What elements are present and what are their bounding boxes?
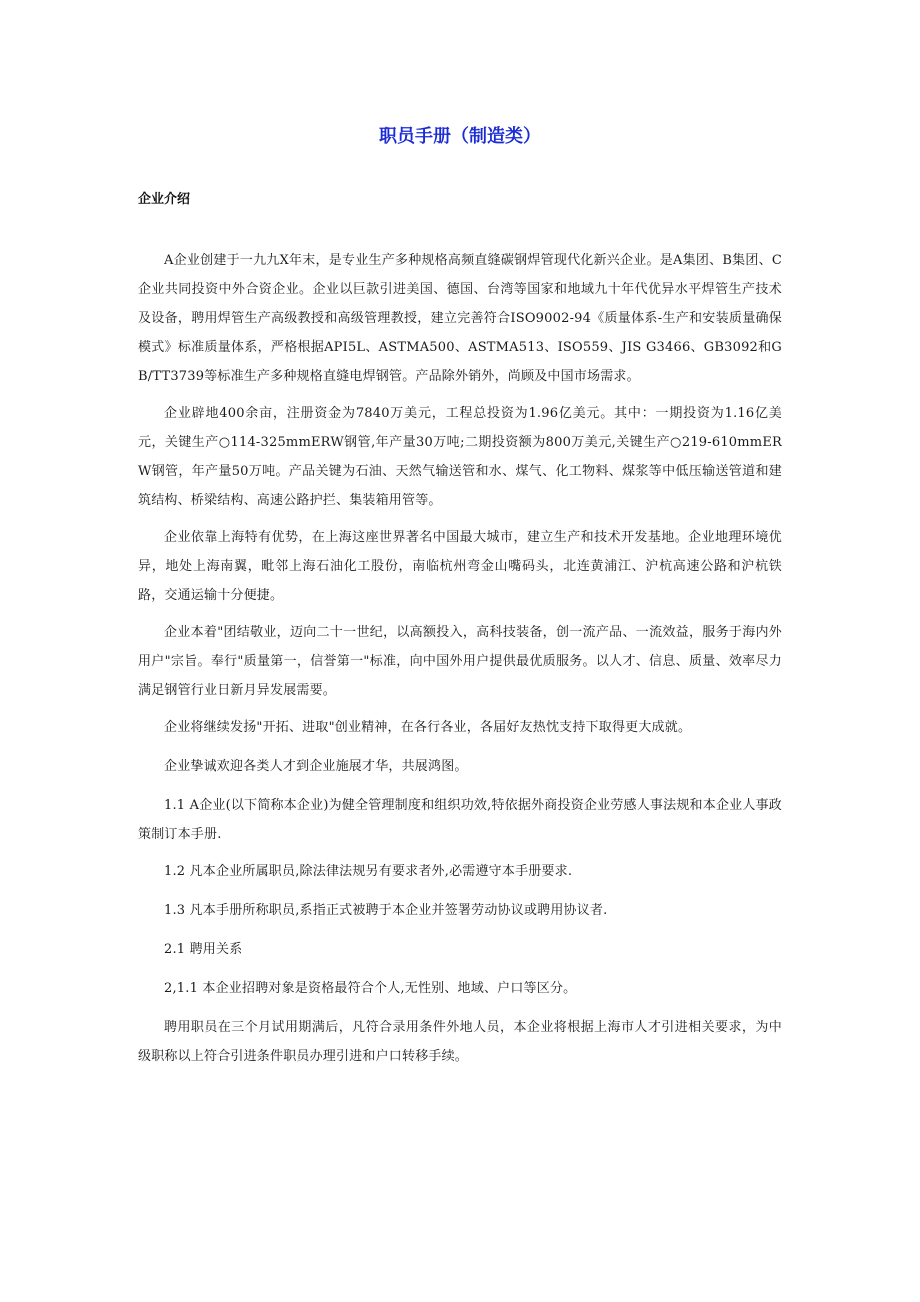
clause-1-1: 1.1 A企业(以下简称本企业)为健全管理制度和组织功效,特依据外商投资企业劳感人事法规和本企业人事政策制订本手册.: [138, 798, 782, 842]
clause-1-2: 1.2 凡本企业所属职员,除法律法规另有要求者外,必需遵守本手册要求.: [164, 864, 573, 879]
clause-2-1-1: 2,1.1 本企业招聘对象是资格最符合个人,无性别、地域、户口等区分。: [164, 981, 577, 996]
paragraph-welcome: 企业挚诚欢迎各类人才到企业施展才华，共展鸿图。: [164, 759, 468, 774]
document-body: [138, 246, 782, 1079]
clause-2-1-heading: 2.1 聘用关系: [164, 942, 243, 957]
paragraph-mission: 企业本着"团结敬业，迈向二十一世纪，以高额投入，高科技装备，创一流产品、一流效益，服务于海内外用户"宗旨。奉行"质量第一，信誉第一"标准，向中国外用户提供最优质服务。以人才、信息、质量、效率尽力满足钢管行业日新月异发展需要。: [138, 625, 782, 698]
document-title: 职员手册（制造类）: [379, 126, 541, 147]
paragraph-location: 企业依靠上海特有优势，在上海这座世界著名中国最大城市，建立生产和技术开发基地。企业地理环境优异，地处上海南翼，毗邻上海石油化工股份，南临杭州弯金山嘴码头，北连黄浦江、沪杭高速公路和沪杭铁路，交通运输十分便捷。: [138, 530, 782, 603]
paragraph-company-overview: A企业创建于一九九X年末，是专业生产多种规格高频直缝碳钢焊管现代化新兴企业。是A集团、B集团、C企业共同投资中外合资企业。企业以巨款引进美国、德国、台湾等国家和地域九十年代优异水平焊管生产技术及设备，聘用焊管生产高级教授和高级管理教授，建立完善符合ISO9002-94《质量体系-生产和安装质量确保模式》标准质量体系，严格根据API5L、ASTMA500、ASTMA513、ISO559、JIS G3466、GB3092和GB/TT3739等标准生产多种规格直缝电焊钢管。产品除外销外，尚顾及中国市场需求。: [138, 253, 782, 384]
section-heading: 企业介绍: [138, 192, 191, 207]
paragraph-investment: 企业辟地400余亩，注册资金为7840万美元，工程总投资为1.96亿美元。其中：一期投资为1.16亿美元，关键生产○114-325mmERW钢管,年产量30万吨;二期投资额为800万美元,关键生产○219-610mmERW钢管，年产量50万吨。产品关键为石油、天然气输送管和水、煤气、化工物料、煤浆等中低压输送管道和建筑结构、桥梁结构、高速公路护拦、集装箱用管等。: [138, 406, 782, 508]
clause-1-3: 1.3 凡本手册所称职员,系指正式被聘于本企业并签署劳动协议或聘用协议者.: [164, 903, 608, 918]
paragraph-spirit: 企业将继续发扬"开拓、进取"创业精神，在各行各业，各届好友热忱支持下取得更大成就。: [164, 720, 692, 735]
paragraph-probation: 聘用职员在三个月试用期满后，凡符合录用条件外地人员，本企业将根据上海市人才引进相关要求，为中级职称以上符合引进条件职员办理引进和户口转移手续。: [138, 1020, 782, 1064]
